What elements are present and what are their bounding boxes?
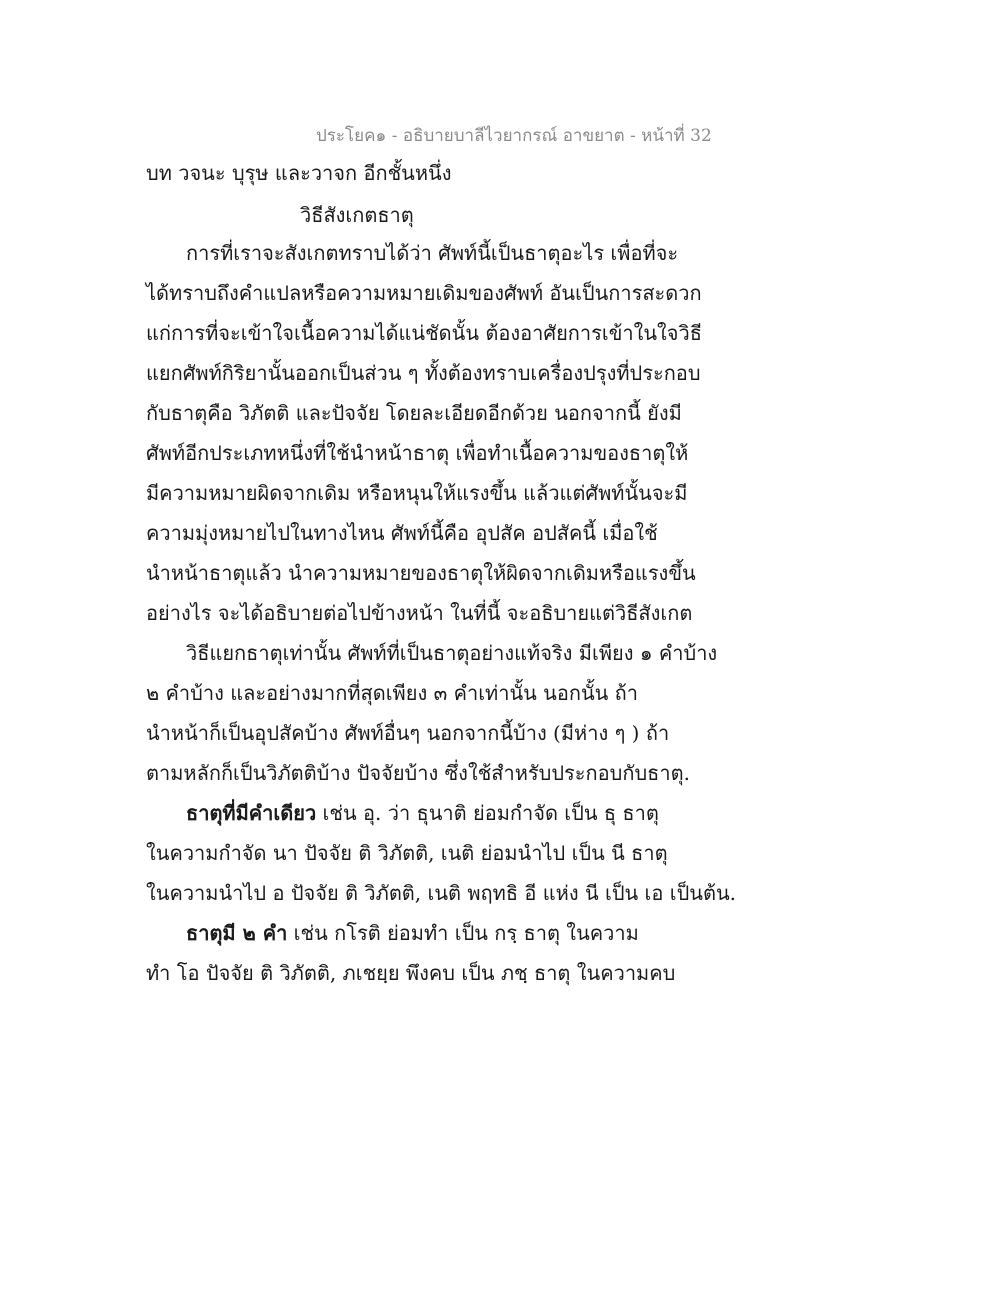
section-heading: วิธีสังเกตธาตุ [300,203,414,227]
text-run: เช่น กโรติ ย่อมทำ เป็น กรฺ ธาตุ ในความ [287,921,639,945]
text-line: นำหน้าก็เป็นอุปสัคบ้าง ศัพท์อื่นๆ นอกจากนี้บ้าง (มีห่าง ๆ ) ถ้า [146,721,670,745]
text-line: แยกศัพท์กิริยานั้นออกเป็นส่วน ๆ ทั้งต้องทราบเครื่องปรุงที่ประกอบ [146,361,701,385]
text-line: ศัพท์อีกประเภทหนึ่งที่ใช้นำหน้าธาตุ เพื่อทำเนื้อความของธาตุให้ [146,441,689,465]
paragraph-start-line: การที่เราจะสังเกตทราบได้ว่า ศัพท์นี้เป็นธาตุอะไร เพื่อที่จะ [186,241,679,265]
text-line: กับธาตุคือ วิภัตติ และปัจจัย โดยละเอียดอีกด้วย นอกจากนี้ ยังมี [146,401,682,425]
text-line: ๒ คำบ้าง และอย่างมากที่สุดเพียง ๓ คำเท่านั้น นอกนั้น ถ้า [146,681,639,705]
bold-term: ธาตุที่มีคำเดียว [186,801,317,825]
running-header: ประโยค๑ - อธิบายบาลีไวยากรณ์ อาขยาต - หน้าที่ 32 [316,126,712,146]
text-run: เช่น อุ. ว่า ธุนาติ ย่อมกำจัด เป็น ธุ ธาตุ [316,801,659,825]
text-line: ในความนำไป อ ปัจจัย ติ วิภัตติ, เนติ พฤทธิ อี แห่ง นี เป็น เอ เป็นต้น. [146,881,736,905]
text-line: นำหน้าธาตุแล้ว นำความหมายของธาตุให้ผิดจากเดิมหรือแรงขึ้น [146,561,696,585]
bold-term: ธาตุมี ๒ คำ [186,921,288,945]
text-line: ความมุ่งหมายไปในทางไหน ศัพท์นี้คือ อุปสัค อปสัคนี้ เมื่อใช้ [146,521,658,545]
text-line: อย่างไร จะได้อธิบายต่อไปข้างหน้า ในที่นี้ จะอธิบายแต่วิธีสังเกต [146,601,693,625]
text-line: มีความหมายผิดจากเดิม หรือหนุนให้แรงขึ้น แล้วแต่ศัพท์นั้นจะมี [146,481,688,505]
text-line: ตามหลักก็เป็นวิภัตติบ้าง ปัจจัยบ้าง ซึ่งใช้สำหรับประกอบกับธาตุ. [146,761,690,785]
paragraph-start-line [186,800,659,826]
paragraph-start-line: วิธีแยกธาตุเท่านั้น ศัพท์ที่เป็นธาตุอย่างแท้จริง มีเพียง ๑ คำบ้าง [186,641,718,665]
text-line: ทำ โอ ปัจจัย ติ วิภัตติ, ภเชยฺย พึงคบ เป็น ภชฺ ธาตุ ในความคบ [146,961,676,985]
text-line: บท วจนะ บุรุษ และวาจก อีกชั้นหนึ่ง [146,161,452,185]
paragraph-start-line [186,920,639,946]
text-line: แก่การที่จะเข้าใจเนื้อความได้แน่ชัดนั้น ต้องอาศัยการเข้าในใจวิธี [146,321,702,345]
text-line: ได้ทราบถึงคำแปลหรือความหมายเดิมของศัพท์ อันเป็นการสะดวก [146,281,702,305]
text-line: ในความกำจัด นา ปัจจัย ติ วิภัตติ, เนติ ย่อมนำไป เป็น นี ธาตุ [146,841,668,865]
